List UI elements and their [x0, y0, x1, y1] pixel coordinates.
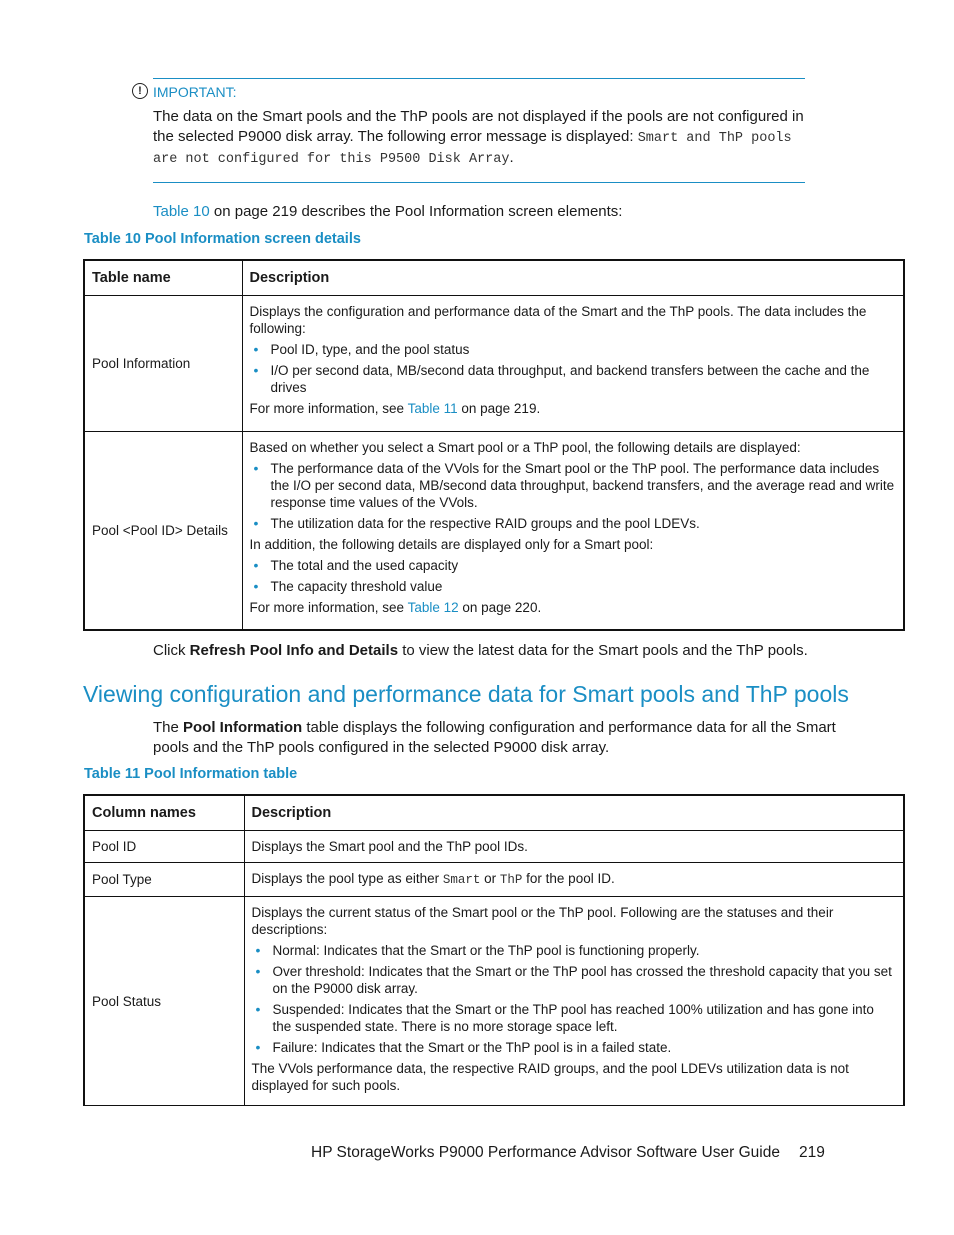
important-text: The data on the Smart pools and the ThP pools are not displayed if the pools are not configured in the selected P9000 disk array. The following error message is displayed: Smart and ThP pools are not configured for this P9500 Disk Array. [153, 108, 804, 167]
table-header-row [84, 260, 904, 296]
table-cell-description: Based on whether you select a Smart pool or a ThP pool, the following details are displayed: • The performance data of the VVols for the Smart pool or the ThP pool. The performance data includes the I/O per second data, MB/second data throughput, backend transfers, and the average read and write response time values of the VVols. • The utilization data for the respective RAID groups and the pool LDEVs. In addition, the following details are displayed only for a Smart pool: • The total and the used capacity • The capacity threshold value For more information, see Table 12 on page 220. [242, 432, 904, 630]
list-item: • Normal: Indicates that the Smart or the ThP pool is functioning properly. [273, 942, 897, 959]
refresh-pool-info-label: Refresh Pool Info and Details [189, 642, 399, 659]
exclamation-circle-icon: ! [132, 83, 148, 99]
table-cell-name: Pool Type [84, 863, 244, 897]
thp-code: ThP [499, 873, 523, 887]
bullet-list [250, 557, 897, 595]
table-cell-description: Displays the configuration and performance data of the Smart and the ThP pools. The data includes the following: • Pool ID, type, and the pool status • I/O per second data, MB/second data throughput, and backend transfers between the cache and the drives For more information, see Table 11 on page 219. [242, 296, 904, 432]
list-item: • The performance data of the VVols for the Smart pool or the ThP pool. The performance data includes the I/O per second data, MB/second data throughput, backend transfers, and the average read and write response time values of the VVols. [271, 460, 897, 511]
column-header: Column names [84, 795, 244, 831]
table-10-caption: Table 10 Pool Information screen details [84, 231, 361, 247]
table-11-link[interactable]: Table 11 [407, 401, 458, 416]
column-header: Description [242, 260, 904, 296]
error-message-code: Smart and ThP pools are not configured for this P9500 Disk Array [153, 130, 792, 167]
table-cell-description: Displays the pool type as either Smart or ThP for the pool ID. [244, 863, 904, 897]
table-cell-description: Displays the current status of the Smart pool or the ThP pool. Following are the statuses and their descriptions: • Normal: Indicates that the Smart or the ThP pool is functioning properly. • Over threshold: Indicates that the Smart or the ThP pool has crossed the threshold capacity that you set on the P9000 disk array. • Suspended: Indicates that the Smart or the ThP pool has reached 100% utilization and has gone into the suspended state. There is no more storage space left. • Failure: Indicates that the Smart or the ThP pool is in a failed state. The VVols performance data, the respective RAID groups, and the pool LDEVs utilization data is not displayed for such pools. [244, 897, 904, 1106]
table-11 [83, 794, 905, 1106]
bullet-list [250, 341, 897, 396]
list-item: • I/O per second data, MB/second data throughput, and backend transfers between the cache and the drives [271, 362, 897, 396]
intro-paragraph: Table 10 on page 219 describes the Pool Information screen elements: [153, 203, 623, 220]
table-12-link[interactable]: Table 12 [407, 600, 459, 615]
list-item: • Over threshold: Indicates that the Smart or the ThP pool has crossed the threshold capacity that you set on the P9000 disk array. [273, 963, 897, 997]
table-cell-name: Pool ID [84, 831, 244, 863]
table-header-row [84, 795, 904, 831]
table-10-link[interactable]: Table 10 [153, 203, 210, 220]
list-item: • The capacity threshold value [271, 578, 897, 595]
section-heading: Viewing configuration and performance data for Smart pools and ThP pools [83, 681, 849, 707]
column-header: Table name [84, 260, 242, 296]
table-cell-name: Pool Status [84, 897, 244, 1106]
bullet-list [250, 460, 897, 532]
table-row [84, 831, 904, 863]
list-item: • Suspended: Indicates that the Smart or the ThP pool has reached 100% utilization and has gone into the suspended state. There is no more storage space left. [273, 1001, 897, 1035]
table-row [84, 296, 904, 432]
pool-information-label: Pool Information [183, 719, 303, 736]
column-header: Description [244, 795, 904, 831]
section-paragraph: The Pool Information table displays the following configuration and performance data for all the Smart pools and the ThP pools configured in the selected P9000 disk array. [153, 719, 836, 756]
refresh-paragraph: Click Refresh Pool Info and Details to view the latest data for the Smart pools and the ThP pools. [153, 642, 808, 659]
table-cell-description: Displays the Smart pool and the ThP pool IDs. [244, 831, 904, 863]
table-row [84, 863, 904, 897]
table-11-caption: Table 11 Pool Information table [84, 766, 298, 782]
list-item: • Failure: Indicates that the Smart or the ThP pool is in a failed state. [273, 1039, 897, 1056]
status-note: The VVols performance data, the respective RAID groups, and the pool LDEVs utilization data is not displayed for such pools. [251, 1061, 849, 1093]
page-number: 219 [799, 1144, 825, 1161]
list-item: • The total and the used capacity [271, 557, 897, 574]
table-row [84, 897, 904, 1106]
table-cell-name: Pool <Pool ID> Details [84, 432, 242, 630]
important-note [138, 78, 805, 183]
list-item: • Pool ID, type, and the pool status [271, 341, 897, 358]
footer-title: HP StorageWorks P9000 Performance Advisor Software User Guide [311, 1144, 780, 1161]
list-item: • The utilization data for the respective RAID groups and the pool LDEVs. [271, 515, 897, 532]
bullet-list [252, 942, 897, 1056]
important-label: IMPORTANT: [153, 84, 237, 100]
smart-code: Smart [442, 873, 481, 887]
table-cell-name: Pool Information [84, 296, 242, 432]
table-10 [83, 259, 905, 631]
table-row [84, 432, 904, 630]
